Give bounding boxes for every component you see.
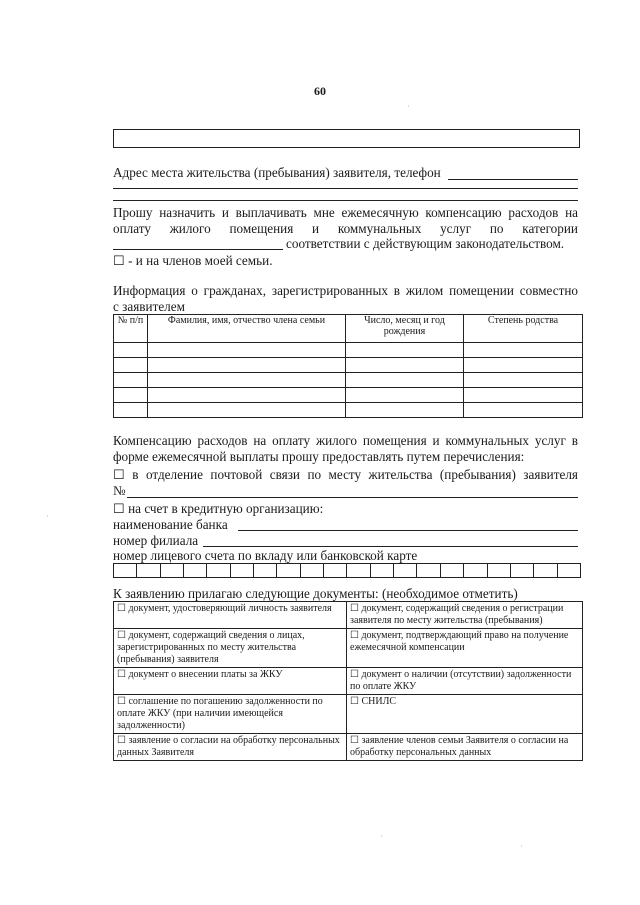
cell[interactable] <box>114 388 148 403</box>
word: оплату <box>113 221 151 236</box>
table-row <box>114 388 583 403</box>
header-birth-date: Число, месяц и год рождения <box>346 315 464 343</box>
family-checkbox[interactable]: ☐ - и на членов моей семьи. <box>113 253 273 268</box>
doc-registration[interactable]: ☐ документ, содержащий сведения о регистрации заявителя по месту жительства (пребывания) <box>347 602 583 629</box>
doc-right-to-compensation[interactable]: ☐ документ, подтверждающий право на получение ежемесячной компенсации <box>347 629 583 668</box>
request-line-3: соответствии с действующим законодательством. <box>286 236 565 251</box>
scan-speck: · <box>46 512 49 521</box>
cell[interactable] <box>464 373 583 388</box>
digit-box[interactable] <box>137 564 160 577</box>
address-label: Адрес места жительства (пребывания) заявителя, телефон <box>113 165 441 180</box>
cell[interactable] <box>148 358 346 373</box>
word: и <box>312 221 320 236</box>
cell[interactable] <box>464 403 583 418</box>
table-row <box>114 343 583 358</box>
table-row <box>114 373 583 388</box>
payment-line-2: форме ежемесячной выплаты прошу предоставлять путем перечисления: <box>113 449 525 464</box>
digit-box[interactable] <box>207 564 230 577</box>
digit-box[interactable] <box>114 564 137 577</box>
digit-box[interactable] <box>534 564 557 577</box>
post-number-field[interactable] <box>127 497 578 498</box>
doc-snils[interactable]: ☐ СНИЛС <box>347 695 583 734</box>
table-row <box>114 734 583 761</box>
table-row <box>114 358 583 373</box>
doc-consent-applicant[interactable]: ☐ заявление о согласии на обработку персональных данных Заявителя <box>114 734 347 761</box>
digit-box[interactable] <box>324 564 347 577</box>
post-office-option[interactable]: ☐ в отделение почтовой связи по месту жительства (пребывания) заявителя <box>113 467 578 482</box>
cell[interactable] <box>114 343 148 358</box>
branch-label: номер филиала <box>113 533 199 548</box>
cell[interactable] <box>464 388 583 403</box>
scan-speck: · <box>520 842 523 851</box>
table-row <box>114 403 583 418</box>
scan-speck: · <box>380 832 383 841</box>
residents-intro-line-2: с заявителем <box>113 299 185 314</box>
scan-speck: · <box>407 102 410 111</box>
cell[interactable] <box>114 358 148 373</box>
header-number: № п/п <box>114 315 148 343</box>
digit-box[interactable] <box>277 564 300 577</box>
account-number-boxes[interactable] <box>113 563 581 578</box>
cell[interactable] <box>346 403 464 418</box>
cell[interactable] <box>346 388 464 403</box>
word: услуг <box>440 221 472 236</box>
cell[interactable] <box>114 403 148 418</box>
cell[interactable] <box>148 343 346 358</box>
digit-box[interactable] <box>511 564 534 577</box>
account-label: номер лицевого счета по вкладу или банковской карте <box>113 548 418 563</box>
page-number: 60 <box>314 84 326 98</box>
doc-debt-status[interactable]: ☐ документ о наличии (отсутствии) задолженности по оплате ЖКУ <box>347 668 583 695</box>
digit-box[interactable] <box>394 564 417 577</box>
request-line-2 <box>113 221 578 237</box>
residents-intro-line-1: Информация о гражданах, зарегистрированных в жилом помещении совместно <box>113 283 578 298</box>
header-full-name: Фамилия, имя, отчество члена семьи <box>148 315 346 343</box>
bank-name-label: наименование банка <box>113 517 228 532</box>
doc-debt-agreement[interactable]: ☐ соглашение по погашению задолженности по оплате ЖКУ (при наличии имеющейся задолженности) <box>114 695 347 734</box>
cell[interactable] <box>148 388 346 403</box>
documents-intro: К заявлению прилагаю следующие документы: (необходимое отметить) <box>113 586 518 601</box>
digit-box[interactable] <box>371 564 394 577</box>
payment-line-1: Компенсацию расходов на оплату жилого помещения и коммунальных услуг в <box>113 433 578 448</box>
branch-field[interactable] <box>203 546 578 547</box>
address-field-line-3[interactable] <box>113 200 578 201</box>
digit-box[interactable] <box>464 564 487 577</box>
word: коммунальных <box>337 221 422 236</box>
digit-box[interactable] <box>231 564 254 577</box>
word: по <box>489 221 504 236</box>
post-number-label: № <box>113 483 126 498</box>
digit-box[interactable] <box>558 564 580 577</box>
doc-registered-persons[interactable]: ☐ документ, содержащий сведения о лицах, зарегистрированных по месту жительства (пребывания) заявителя <box>114 629 347 668</box>
bank-name-field[interactable] <box>238 530 578 531</box>
request-line-1: Прошу назначить и выплачивать мне ежемесячную компенсацию расходов на <box>113 205 578 220</box>
digit-box[interactable] <box>254 564 277 577</box>
cell[interactable] <box>346 343 464 358</box>
word: помещения <box>229 221 294 236</box>
residents-table <box>113 314 583 418</box>
table-row <box>114 629 583 668</box>
word: жилого <box>169 221 211 236</box>
cell[interactable] <box>148 403 346 418</box>
cell[interactable] <box>346 373 464 388</box>
cell[interactable] <box>114 373 148 388</box>
cell[interactable] <box>148 373 346 388</box>
digit-box[interactable] <box>301 564 324 577</box>
digit-box[interactable] <box>417 564 440 577</box>
header-relationship: Степень родства <box>464 315 583 343</box>
documents-table <box>113 601 583 761</box>
table-row <box>114 668 583 695</box>
cell[interactable] <box>346 358 464 373</box>
digit-box[interactable] <box>347 564 370 577</box>
applicant-name-box[interactable] <box>113 129 580 148</box>
doc-payment-proof[interactable]: ☐ документ о внесении платы за ЖКУ <box>114 668 347 695</box>
digit-box[interactable] <box>184 564 207 577</box>
digit-box[interactable] <box>441 564 464 577</box>
address-field-line-1[interactable] <box>448 179 578 180</box>
bank-account-option[interactable]: ☐ на счет в кредитную организацию: <box>113 501 324 516</box>
category-field-line[interactable] <box>113 249 283 250</box>
address-field-line-2[interactable] <box>113 188 578 189</box>
table-row <box>114 695 583 734</box>
digit-box[interactable] <box>161 564 184 577</box>
cell[interactable] <box>464 358 583 373</box>
cell[interactable] <box>464 343 583 358</box>
doc-identity[interactable]: ☐ документ, удостоверяющий личность заявителя <box>114 602 347 629</box>
word: категории <box>522 221 578 236</box>
digit-box[interactable] <box>488 564 511 577</box>
doc-consent-family[interactable]: ☐ заявление членов семьи Заявителя о согласии на обработку персональных данных <box>347 734 583 761</box>
table-row <box>114 602 583 629</box>
